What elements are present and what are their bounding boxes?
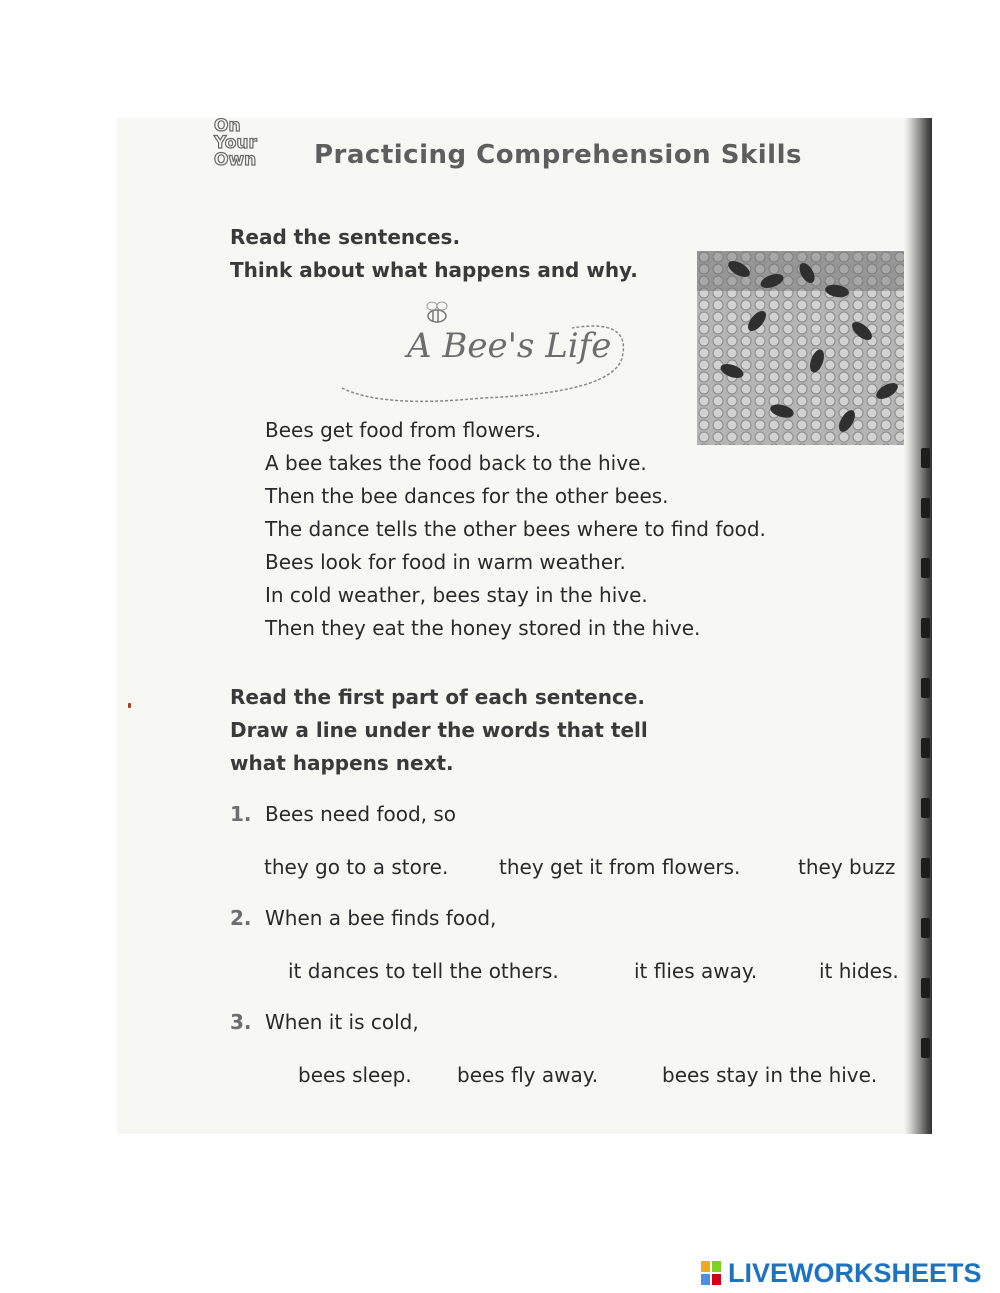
answer-choice[interactable]: it flies away. — [634, 959, 758, 983]
binding-ring — [921, 738, 930, 758]
binding-ring — [921, 558, 930, 578]
question-prompt: Bees need food, so — [265, 802, 457, 826]
binding-ring — [921, 858, 930, 878]
binding-ring — [921, 1038, 930, 1058]
intro-line-1: Read the sentences. — [230, 225, 461, 249]
logo-square — [700, 1260, 711, 1273]
story-line: Then the bee dances for the other bees. — [265, 484, 669, 508]
binding-ring — [921, 498, 930, 518]
answer-choice[interactable]: bees stay in the hive. — [662, 1063, 878, 1087]
binding-ring — [921, 448, 930, 468]
answer-choice[interactable]: they go to a store. — [264, 855, 449, 879]
binding-ring — [921, 798, 930, 818]
on-your-own-badge — [214, 118, 286, 169]
story-line: In cold weather, bees stay in the hive. — [265, 583, 648, 607]
answer-choice[interactable]: they buzz — [798, 855, 896, 879]
instruction-line-1: Read the first part of each sentence. — [230, 685, 645, 709]
question-prompt: When a bee finds food, — [265, 906, 497, 930]
story-line: The dance tells the other bees where to find food. — [265, 517, 766, 541]
answer-choice[interactable]: it dances to tell the others. — [288, 959, 559, 983]
page-title: Practicing Comprehension Skills — [314, 140, 802, 170]
answer-choice[interactable]: they get it from flowers. — [499, 855, 741, 879]
question-number: 2. — [230, 906, 252, 930]
binding-ring — [921, 678, 930, 698]
badge-line-3: Own — [214, 150, 257, 170]
worksheet-scan — [117, 118, 932, 1134]
question-prompt: When it is cold, — [265, 1010, 419, 1034]
binding-ring — [921, 618, 930, 638]
story-line: Then they eat the honey stored in the hive. — [265, 616, 701, 640]
answer-choice[interactable]: bees sleep. — [298, 1063, 412, 1087]
binding-ring — [921, 918, 930, 938]
question-number: 3. — [230, 1010, 252, 1034]
instruction-line-2: Draw a line under the words that tell — [230, 718, 648, 742]
liveworksheets-logo — [700, 1253, 982, 1293]
story-title: A Bee's Life — [407, 326, 612, 366]
badge-line-1: On — [214, 118, 241, 136]
answer-choice[interactable]: bees fly away. — [457, 1063, 599, 1087]
logo-square — [711, 1273, 722, 1286]
badge-line-2: Your — [214, 133, 257, 153]
intro-line-2: Think about what happens and why. — [230, 258, 638, 282]
binding-ring — [921, 978, 930, 998]
bee-doodle-icon — [427, 302, 447, 322]
honeycomb-bees-photo — [697, 251, 917, 445]
answer-choice[interactable]: it hides. — [819, 959, 899, 983]
spiral-binding-shadow — [904, 118, 932, 1134]
scan-speck — [128, 703, 131, 708]
liveworksheets-logo-icon — [700, 1260, 722, 1286]
question-number: 1. — [230, 802, 252, 826]
liveworksheets-logo-text: LIVEWORKSHEETS — [728, 1257, 982, 1288]
logo-square — [711, 1260, 722, 1273]
story-line: Bees get food from flowers. — [265, 418, 542, 442]
story-line: A bee takes the food back to the hive. — [265, 451, 647, 475]
logo-square — [700, 1273, 711, 1286]
instruction-line-3: what happens next. — [230, 751, 454, 775]
story-line: Bees look for food in warm weather. — [265, 550, 626, 574]
